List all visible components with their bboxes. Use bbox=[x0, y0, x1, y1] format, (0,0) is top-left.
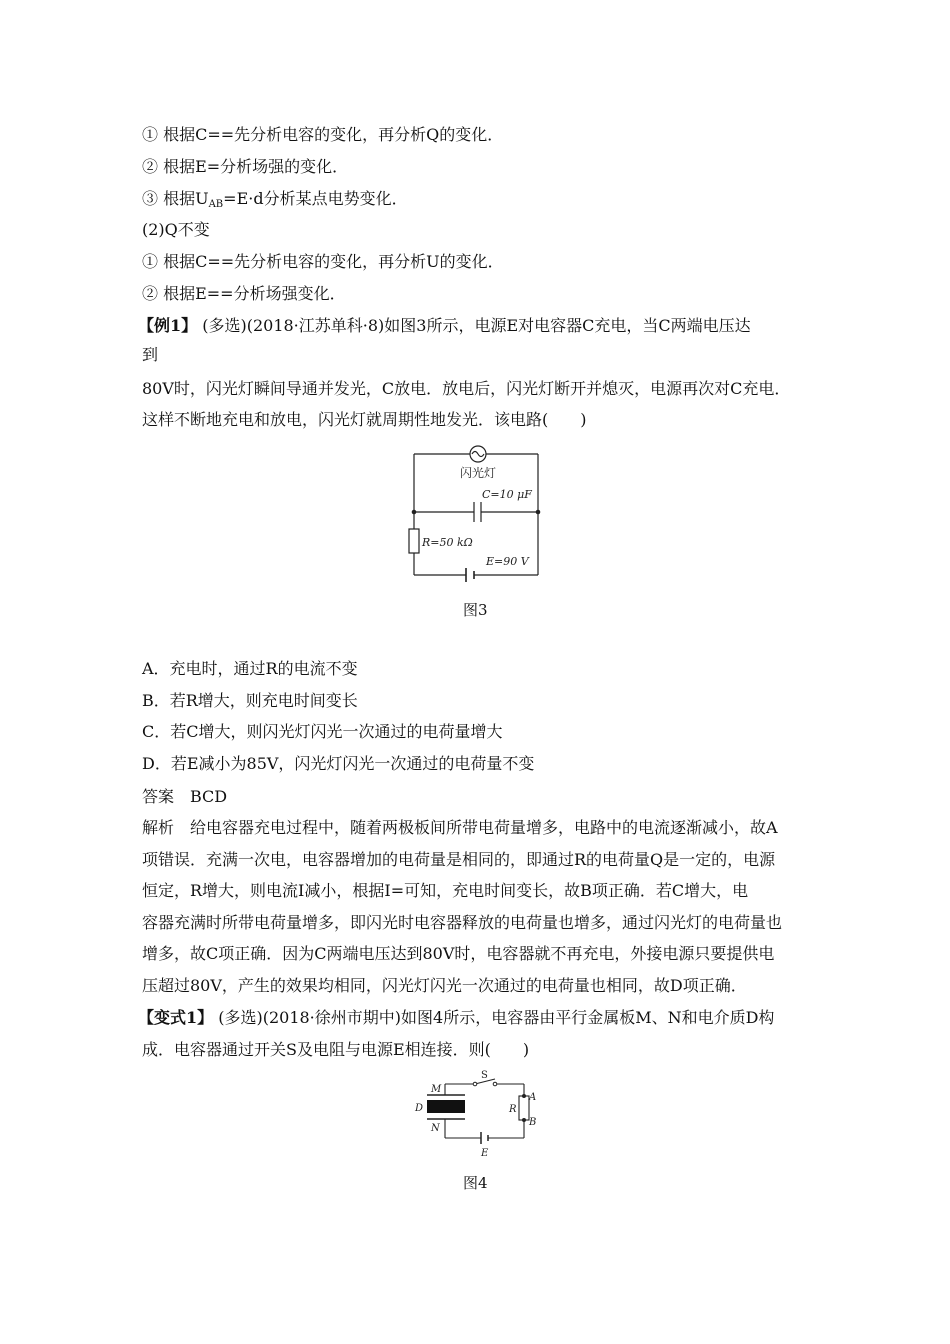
fig4-dielectric bbox=[427, 1100, 465, 1113]
line-3-sub: AB bbox=[208, 199, 224, 210]
fig3-cap-label: C=10 μF bbox=[482, 488, 532, 501]
variant-1-tag: 【变式1】 bbox=[138, 1008, 214, 1027]
line-1: ① 根据C==先分析电容的变化，再分析Q的变化． bbox=[142, 125, 504, 144]
fig4-label-n: N bbox=[431, 1123, 440, 1134]
line-6: ② 根据E==分析场强变化． bbox=[142, 284, 346, 303]
example-1-line-4: 这样不断地充电和放电，闪光灯就周期性地发光．该电路( ) bbox=[142, 410, 587, 429]
example-1-line-2: 到 bbox=[142, 345, 159, 364]
analysis-line-2: 项错误．充满一次电，电容器增加的电荷量是相同的，即通过R的电荷量Q是一定的，电源 bbox=[142, 850, 776, 869]
variant-1-line-2: 成．电容器通过开关S及电阻与电源E相连接．则( ) bbox=[142, 1040, 530, 1059]
fig4-label-b: B bbox=[529, 1117, 537, 1128]
capacitor-icon bbox=[474, 502, 481, 522]
analysis-line-6: 压超过80V，产生的效果均相同，闪光灯闪光一次通过的电荷量也相同，故D项正确． bbox=[142, 976, 747, 995]
fig4-label-e: E bbox=[481, 1148, 489, 1159]
resistor-icon bbox=[409, 529, 419, 553]
option-a: A．充电时，通过R的电流不变 bbox=[142, 659, 358, 678]
analysis-line-5: 增多，故C项正确．因为C两端电压达到80V时，电容器就不再充电，外接电源只要提供电 bbox=[142, 944, 775, 963]
fig4-label-r: R bbox=[509, 1104, 517, 1115]
fig4-label-s: S bbox=[481, 1070, 488, 1081]
example-1-line-1 bbox=[138, 316, 751, 336]
analysis-line-1: 解析 给电容器充电过程中，随着两极板间所带电荷量增多，电路中的电流逐渐减小，故A bbox=[142, 818, 778, 837]
fig3-lamp-label: 闪光灯 bbox=[459, 466, 497, 480]
variant-1-line-1 bbox=[138, 1008, 774, 1028]
answer-line: 答案 BCD bbox=[142, 787, 228, 806]
figure-3-circuit bbox=[400, 440, 550, 585]
example-1-text-a: (多选)(2018·江苏单科·8)如图3所示，电源E对电容器C充电，当C两端电压达 bbox=[202, 316, 751, 335]
example-1-line-3: 80V时，闪光灯瞬间导通并发光，C放电．放电后，闪光灯断开并熄灭，电源再次对C充电． bbox=[142, 379, 791, 398]
line-4: (2)Q不变 bbox=[142, 220, 210, 239]
line-3-a: ③ 根据U bbox=[142, 189, 209, 208]
fig3-emf-label: E=90 V bbox=[486, 555, 529, 568]
line-5: ① 根据C==先分析电容的变化，再分析U的变化． bbox=[142, 252, 504, 271]
fig4-battery-icon bbox=[481, 1132, 488, 1144]
example-1-tag: 【例1】 bbox=[138, 316, 198, 335]
battery-icon bbox=[466, 568, 474, 582]
fig4-label-d: D bbox=[415, 1103, 424, 1114]
figure-3-caption: 图3 bbox=[463, 601, 488, 619]
line-3 bbox=[142, 189, 408, 215]
figure-4-circuit bbox=[405, 1068, 550, 1160]
fig4-label-m: M bbox=[431, 1084, 442, 1095]
fig4-label-a: A bbox=[529, 1092, 537, 1103]
option-d: D．若E减小为85V，闪光灯闪光一次通过的电荷量不变 bbox=[142, 754, 535, 773]
variant-1-text-a: (多选)(2018·徐州市期中)如图4所示，电容器由平行金属板M、N和电介质D构 bbox=[218, 1008, 775, 1027]
option-b: B．若R增大，则充电时间变长 bbox=[142, 691, 358, 710]
fig3-res-label: R=50 kΩ bbox=[422, 536, 473, 549]
analysis-line-4: 容器充满时所带电荷量增多，即闪光时电容器释放的电荷量也增多，通过闪光灯的电荷量也 bbox=[142, 913, 783, 932]
line-2: ② 根据E=分析场强的变化． bbox=[142, 157, 349, 176]
figure-4-caption: 图4 bbox=[463, 1174, 488, 1192]
line-3-b: =E·d分析某点电势变化． bbox=[223, 189, 408, 208]
fig4-resistor-icon bbox=[519, 1096, 529, 1120]
option-c: C．若C增大，则闪光灯闪光一次通过的电荷量增大 bbox=[142, 722, 503, 741]
analysis-line-3: 恒定，R增大，则电流I减小，根据I=可知，充电时间变长，故B项正确．若C增大，电 bbox=[142, 881, 749, 900]
